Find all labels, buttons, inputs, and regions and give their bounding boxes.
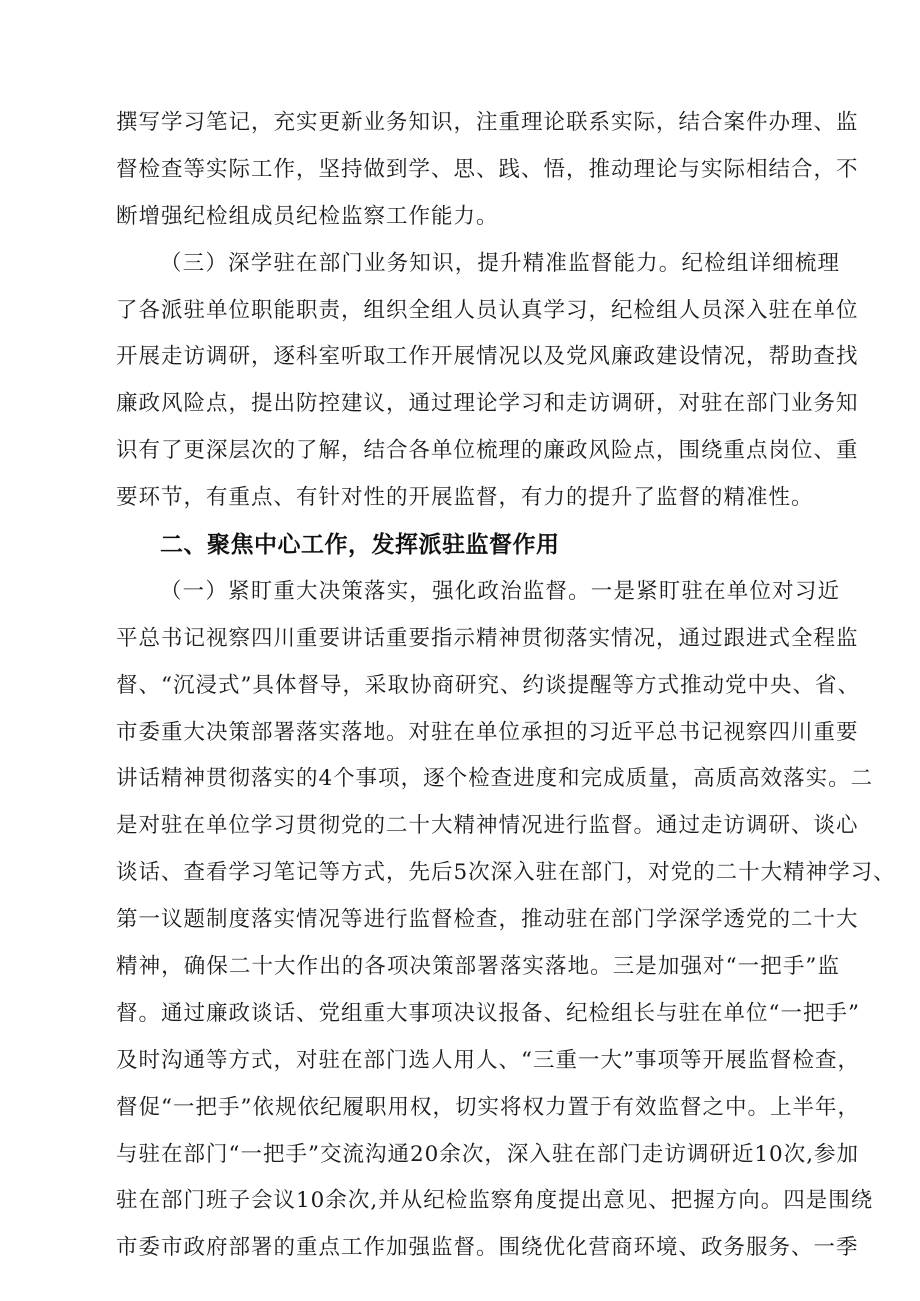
body-line: 督。通过廉政谈话、党组重大事项决议报备、纪检组长与驻在单位“一把手” [116,1000,860,1026]
body-line: 撰写学习笔记，充实更新业务知识，注重理论联系实际，结合案件办理、监 [116,110,859,135]
body-line: 市委重大决策部署落实落地。对驻在单位承担的习近平总书记视察四川重要 [116,719,859,745]
body-line: 了各派驻单位职能职责，组织全组人员认真学习，纪检组人员深入驻在单位 [116,297,859,323]
body-line: 驻在部门班子会议10余次,并从纪检监察角度提出意见、把握方向。四是围绕 [116,1188,874,1214]
body-line: 督、“沉浸式”具体督导，采取协商研究、约谈提醒等方式推动党中央、省、 [116,672,860,698]
subsection-heading-line: （三）深学驻在部门业务知识，提升精准监督能力。纪检组详细梳理 [160,250,840,276]
body-line: 断增强纪检组成员纪检监察工作能力。 [116,203,499,229]
body-line: 督促“一把手”依规依纪履职用权，切实将权力置于有效监督之中。上半年， [116,1094,860,1120]
subsection-heading-line: （一）紧盯重大决策落实，强化政治监督。一是紧盯驻在单位对习近 [160,578,840,604]
body-line: 是对驻在单位学习贯彻党的二十大精神情况进行监督。通过走访调研、谈心 [116,813,859,839]
body-line: 讲话精神贯彻落实的4个事项，逐个检查进度和完成质量，高质高效落实。二 [116,766,874,792]
body-line: 谈话、查看学习笔记等方式，先后5次深入驻在部门，对党的二十大精神学习、 [116,860,896,886]
body-line: 廉政风险点，提出防控建议，通过理论学习和走访调研，对驻在部门业务知 [116,391,859,417]
body-line: 开展走访调研，逐科室听取工作开展情况以及党风廉政建设情况，帮助查找 [116,344,859,370]
body-line: 识有了更深层次的了解，结合各单位梳理的廉政风险点，围绕重点岗位、重 [116,438,859,464]
body-line: 精神，确保二十大作出的各项决策部署落实落地。三是加强对“一把手”监 [116,954,840,980]
body-line: 平总书记视察四川重要讲话重要指示精神贯彻落实情况，通过跟进式全程监 [116,625,859,651]
body-line: 与驻在部门“一把手”交流沟通20余次，深入驻在部门走访调研近10次,参加 [116,1141,860,1167]
body-line: 第一议题制度落实情况等进行监督检查，推动驻在部门学深学透党的二十大 [116,907,859,933]
body-line: 督检查等实际工作，坚持做到学、思、践、悟，推动理论与实际相结合，不 [116,156,859,182]
section-heading: 二、聚焦中心工作，发挥派驻监督作用 [160,532,560,559]
document-body [116,100,896,1272]
body-line: 及时沟通等方式，对驻在部门选人用人、“三重一大”事项等开展监督检查， [116,1047,860,1073]
body-line: 要环节，有重点、有针对性的开展监督，有力的提升了监督的精准性。 [116,485,814,511]
body-line: 市委市政府部署的重点工作加强监督。围绕优化营商环境、政务服务、一季 [116,1235,859,1261]
